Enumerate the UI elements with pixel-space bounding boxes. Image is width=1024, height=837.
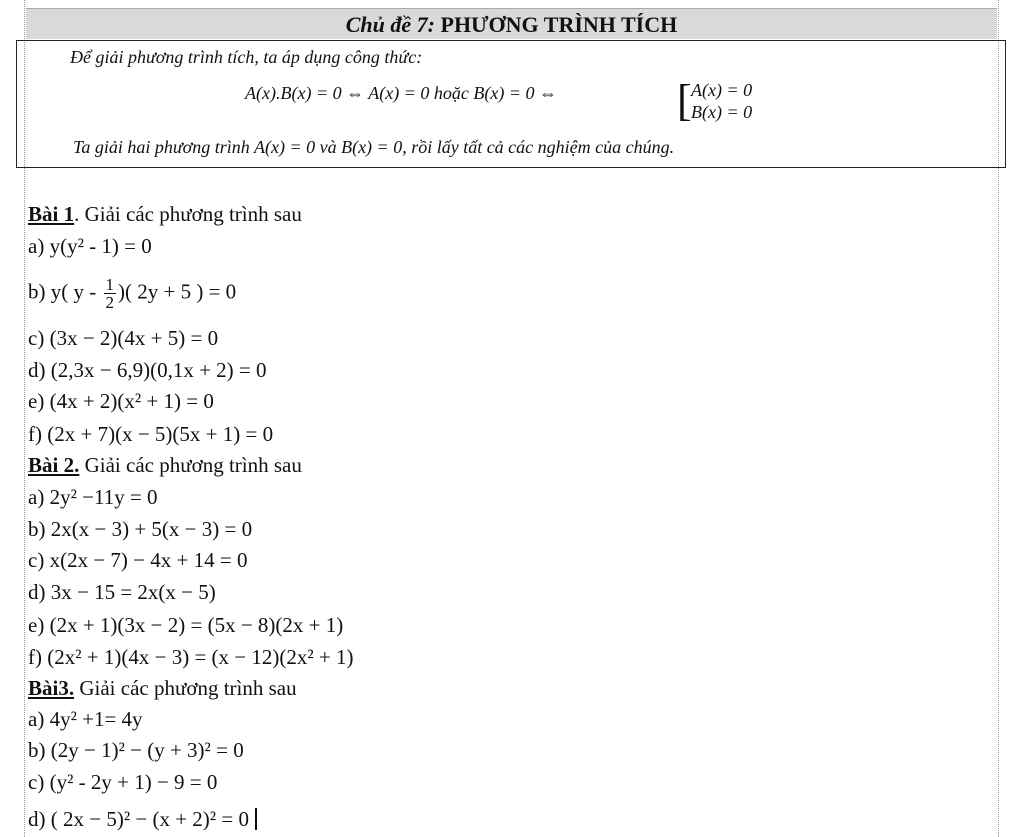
rule-box (16, 40, 1006, 168)
rule-intro: Để giải phương trình tích, ta áp dụng công thức: (70, 47, 423, 67)
item-label: e) (28, 389, 50, 413)
equation: (4x + 2)(x² + 1) = 0 (49, 389, 214, 413)
exercise-2-heading (28, 452, 302, 478)
item-label: c) (28, 326, 50, 350)
equation: 4y² +1= 4y (49, 707, 143, 731)
item-label: a) (28, 234, 50, 258)
exercise-3-instruction: Giải các phương trình sau (74, 676, 297, 700)
exercise-1a (28, 233, 152, 259)
fraction (104, 276, 117, 311)
exercise-2b (28, 516, 252, 542)
formula-row (245, 76, 753, 125)
fraction-numerator: 1 (105, 275, 114, 294)
exercise-2-instruction: Giải các phương trình sau (79, 453, 302, 477)
formula-main: A(x).B(x) = 0 ⇔ A(x) = 0 hoặc B(x) = 0 ⇔ (245, 83, 557, 103)
exercise-2d (28, 579, 216, 605)
item-label: e) (28, 613, 50, 637)
exercise-2f (28, 644, 354, 670)
topic-title: PHƯƠNG TRÌNH TÍCH (440, 12, 678, 37)
equation: (2x + 1)(3x − 2) = (5x − 8)(2x + 1) (49, 613, 344, 637)
item-label: c) (28, 548, 50, 572)
topic-header (26, 8, 997, 39)
equation: y(y² - 1) = 0 (49, 234, 152, 258)
exercise-1d (28, 357, 267, 383)
equation: (3x − 2)(4x + 5) = 0 (49, 326, 219, 350)
equation: x(2x − 7) − 4x + 14 = 0 (49, 548, 248, 572)
system-line-1: A(x) = 0 (691, 80, 753, 100)
item-label: a) (28, 707, 50, 731)
equation: (y² - 2y + 1) − 9 = 0 (49, 770, 218, 794)
equation: (2x + 7)(x − 5)(5x + 1) = 0 (47, 422, 274, 446)
equation-part: )( 2y + 5 ) = 0 (118, 279, 237, 304)
equation: (2,3x − 6,9)(0,1x + 2) = 0 (50, 358, 267, 382)
topic-number: Chủ đề 7: (345, 12, 435, 37)
exercise-3a (28, 706, 143, 732)
rule-conclusion: Ta giải hai phương trình A(x) = 0 và B(x) = 0, rồi lấy tất cả các nghiệm của chúng. (73, 137, 675, 157)
item-label: b) (28, 517, 51, 541)
exercise-3b (28, 737, 244, 763)
equation-system (691, 79, 752, 123)
equation: 2x(x − 3) + 5(x − 3) = 0 (50, 517, 253, 541)
item-label: f) (28, 645, 48, 669)
item-label: d) (28, 580, 51, 604)
item-label: b) (28, 738, 51, 762)
exercise-1-title: Bài 1 (28, 202, 75, 226)
system-line-2: B(x) = 0 (691, 102, 753, 122)
item-label: c) (28, 770, 50, 794)
exercise-1c (28, 325, 218, 351)
equation: (2x² + 1)(4x − 3) = (x − 12)(2x² + 1) (47, 645, 354, 669)
exercise-1f (28, 421, 273, 447)
item-label: a) (28, 485, 50, 509)
item-label: d) (28, 807, 51, 831)
exercise-3-title: Bài3. (28, 676, 75, 700)
equation: 2y² −11y = 0 (49, 485, 158, 509)
exercise-3c (28, 769, 217, 795)
equation: ( 2x − 5)² − (x + 2)² = 0 (50, 807, 249, 831)
exercise-1-instruction: . Giải các phương trình sau (74, 202, 302, 226)
exercise-1-heading (28, 201, 302, 227)
fraction-denominator: 2 (105, 293, 114, 312)
text-cursor[interactable] (255, 808, 257, 830)
exercise-1b (28, 276, 236, 311)
equation: (2y − 1)² − (y + 3)² = 0 (50, 738, 244, 762)
exercise-2c (28, 547, 247, 573)
exercise-3d (28, 806, 257, 832)
system-bracket-icon: [ (677, 76, 692, 125)
equation: 3x − 15 = 2x(x − 5) (50, 580, 216, 604)
item-label: f) (28, 422, 48, 446)
item-label: b) (28, 279, 51, 304)
exercise-2a (28, 484, 158, 510)
exercise-2e (28, 612, 343, 638)
exercise-2-title: Bài 2. (28, 453, 80, 477)
equation-part: y( y - (50, 279, 102, 304)
exercise-3-heading (28, 675, 297, 701)
item-label: d) (28, 358, 51, 382)
exercise-1e (28, 388, 214, 414)
